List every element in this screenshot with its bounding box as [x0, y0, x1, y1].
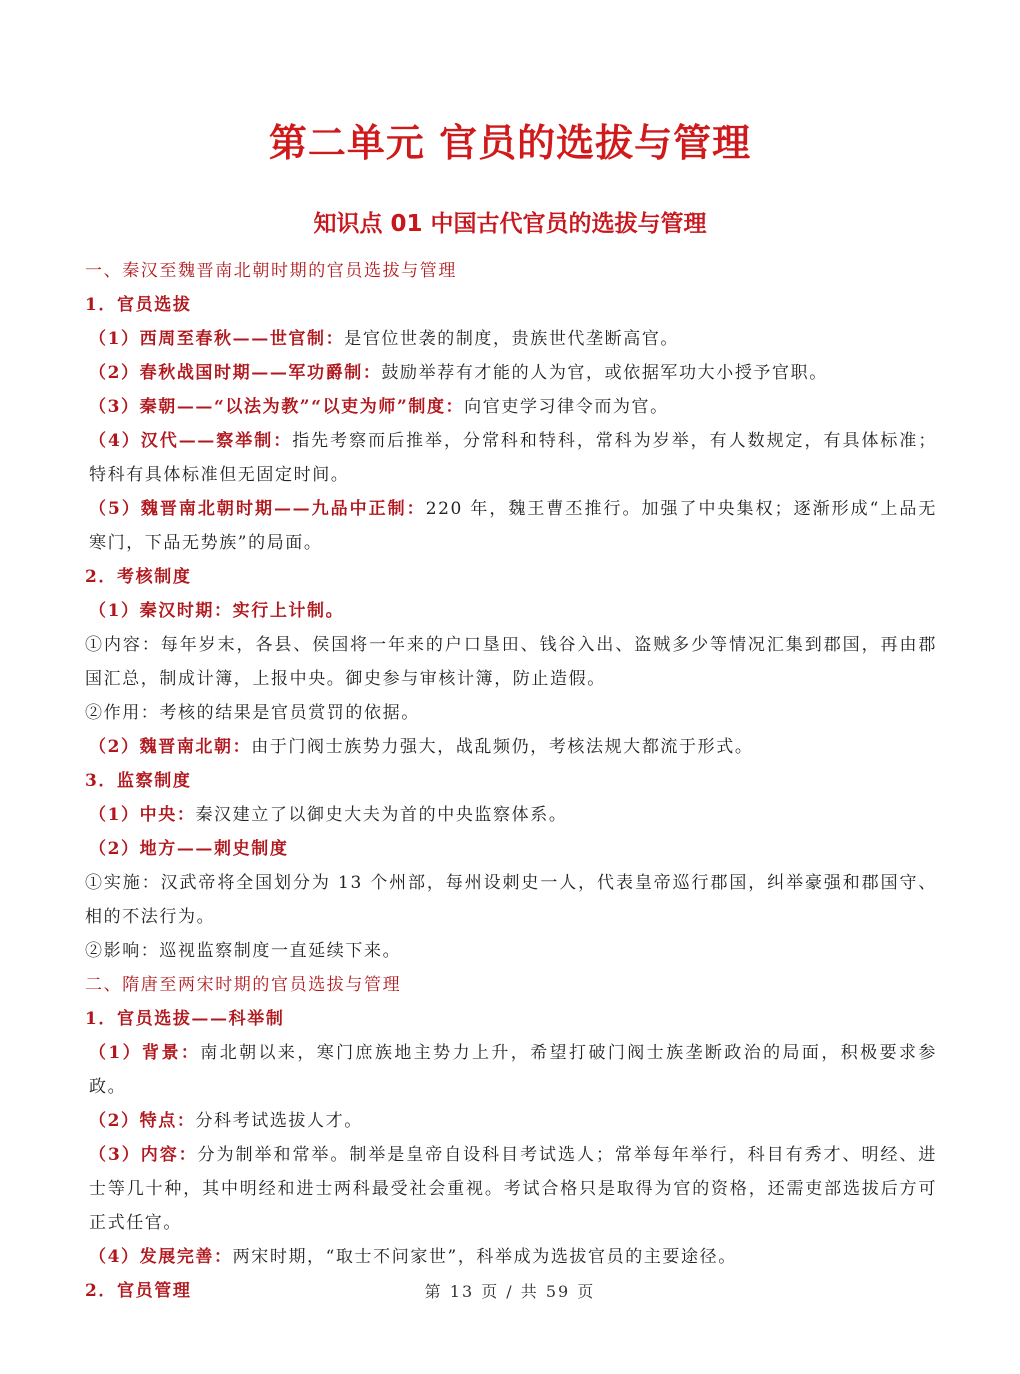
paragraph: ①内容：每年岁末，各县、侯国将一年来的户口垦田、钱谷入出、盗贼多少等情况汇集到郡国，再由郡国汇总，制成计簿，上报中央。御史参与审核计簿，防止造假。	[85, 635, 937, 689]
item-text: 分为制举和常举。制举是皇帝自设科目考试选人；常举每年举行，科目有秀才、明经、进士等几十种，其中明经和进士两科最受社会重视。考试合格只是取得为官的资格，还需吏部选拔后方可正式任官。	[89, 1145, 937, 1233]
list-item	[85, 1036, 937, 1104]
item-text: 南北朝以来，寒门庶族地主势力上升，希望打破门阀士族垄断政治的局面，积极要求参政。	[89, 1043, 937, 1097]
paragraph: ②影响：巡视监察制度一直延续下来。	[85, 941, 402, 961]
item-label: （3）内容：	[89, 1145, 198, 1165]
list-item	[85, 424, 937, 492]
list-item	[85, 594, 937, 628]
item-label: （4）汉代——察举制：	[89, 431, 293, 451]
subsection-heading: 3．监察制度	[85, 771, 192, 791]
unit-title: 第二单元 官员的选拔与管理	[268, 121, 752, 165]
item-label: （4）发展完善：	[89, 1247, 233, 1267]
paragraph: ②作用：考核的结果是官员赏罚的依据。	[85, 703, 420, 723]
list-item	[85, 322, 937, 356]
list-item	[85, 390, 937, 424]
list-item	[85, 798, 937, 832]
document-body	[85, 254, 937, 1308]
item-label: （2）春秋战国时期——军功爵制：	[89, 363, 382, 383]
item-label: （1）西周至春秋——世官制：	[89, 329, 345, 349]
page-number: 第 13 页 / 共 59 页	[424, 1282, 596, 1301]
item-text: 鼓励举荐有才能的人为官，或依据军功大小授予官职。	[381, 363, 828, 383]
section-heading: 一、秦汉至魏晋南北朝时期的官员选拔与管理	[85, 261, 457, 281]
list-item	[85, 356, 937, 390]
item-text: 由于门阀士族势力强大，战乱频仍，考核法规大都流于形式。	[251, 737, 754, 757]
list-item	[85, 492, 937, 560]
item-label: （2）特点：	[89, 1111, 196, 1131]
item-label: （1）秦汉时期：实行上计制。	[89, 601, 345, 621]
item-text: 两宋时期，“取士不问家世”，科举成为选拔官员的主要途径。	[232, 1247, 737, 1267]
item-text: 220 年，魏王曹丕推行。加强了中央集权；逐渐形成“上品无寒门，下品无势族”的局面。	[89, 499, 937, 553]
subsection-heading: 1．官员选拔——科举制	[85, 1009, 285, 1029]
list-item	[85, 730, 937, 764]
item-label: （1）中央：	[89, 805, 196, 825]
list-item	[85, 1240, 937, 1274]
item-label: （2）地方——刺史制度	[89, 839, 289, 859]
knowledge-point-title: 知识点 01 中国古代官员的选拔与管理	[313, 211, 707, 237]
list-item	[85, 1138, 937, 1240]
section-heading: 二、隋唐至两宋时期的官员选拔与管理	[85, 975, 402, 995]
item-text: 向官吏学习律令而为官。	[464, 397, 669, 417]
subsection-heading: 1．官员选拔	[85, 295, 192, 315]
item-text: 秦汉建立了以御史大夫为首的中央监察体系。	[195, 805, 568, 825]
subsection-heading: 2．考核制度	[85, 567, 192, 587]
list-item	[85, 832, 937, 866]
item-label: （3）秦朝——“以法为教”“以吏为师”制度：	[89, 397, 465, 417]
item-text: 指先考察而后推举，分常科和特科，常科为岁举，有人数规定，有具体标准；特科有具体标准但无固定时间。	[89, 431, 937, 485]
item-text: 是官位世袭的制度，贵族世代垄断高官。	[344, 329, 680, 349]
item-label: （1）背景：	[89, 1043, 201, 1063]
list-item	[85, 1104, 937, 1138]
subsection-heading: 2．官员管理	[85, 1281, 192, 1301]
paragraph: ①实施：汉武帝将全国划分为 13 个州部，每州设刺史一人，代表皇帝巡行郡国，纠举豪强和郡国守、相的不法行为。	[85, 873, 937, 927]
item-label: （2）魏晋南北朝：	[89, 737, 252, 757]
item-label: （5）魏晋南北朝时期——九品中正制：	[89, 499, 426, 519]
item-text: 分科考试选拔人才。	[195, 1111, 363, 1131]
